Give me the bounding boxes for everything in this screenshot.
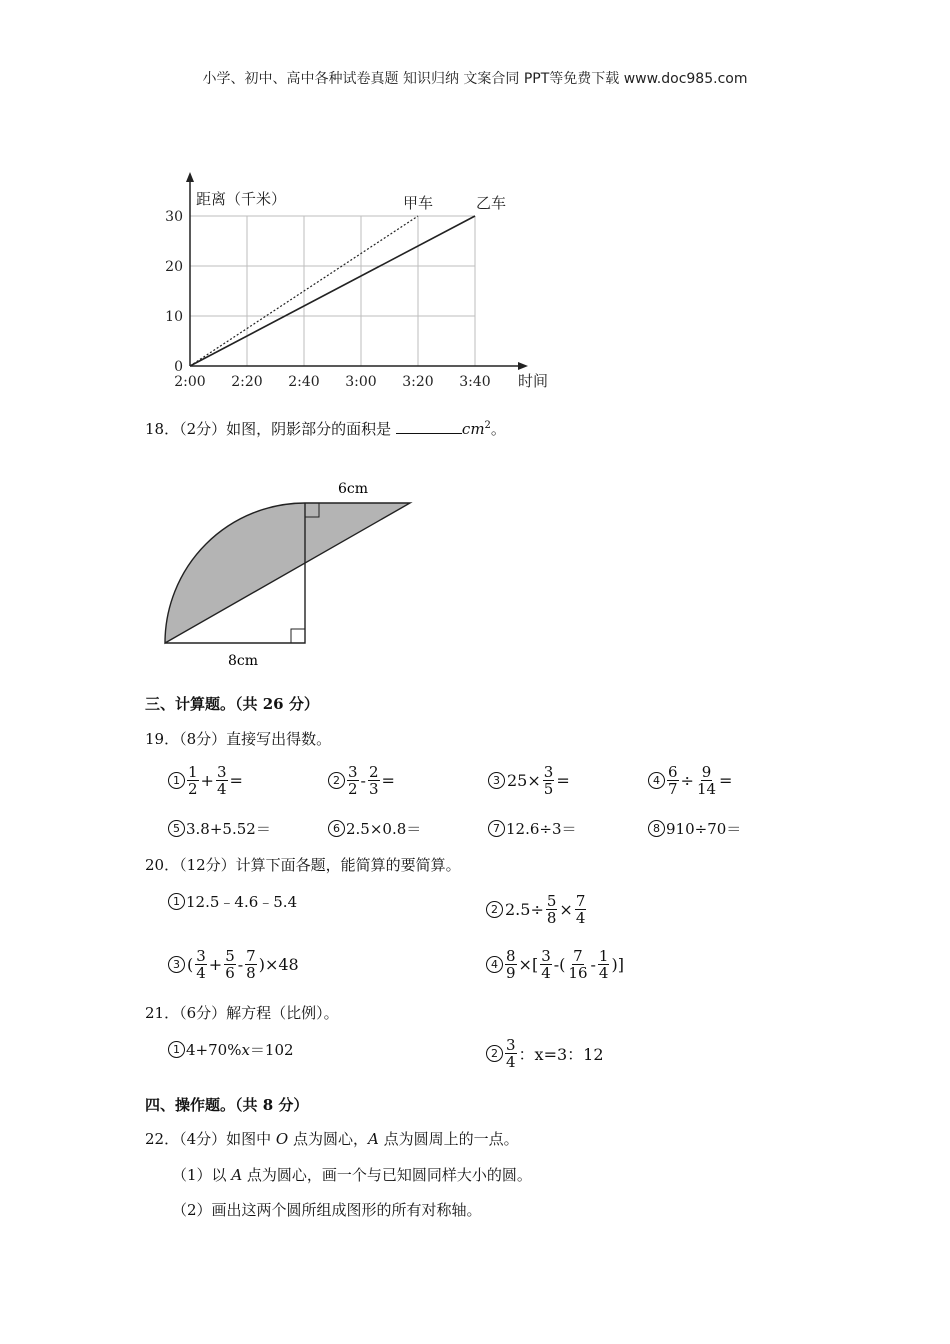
q19-item-8: 8 910÷70＝: [648, 818, 741, 839]
q22-title: 22．（4分）如图中 O 点为圆心，A 点为圆周上的一点。: [145, 1130, 519, 1148]
x-axis-label: 时间: [518, 372, 549, 390]
q22-step-2: （2）画出这两个圆所组成图形的所有对称轴。: [172, 1201, 482, 1219]
q20-item-1: 1 12.5﹣4.6﹣5.4: [168, 891, 297, 912]
chart-labels: [165, 190, 548, 390]
section-3-title: 三、计算题。（共 26 分）: [145, 695, 319, 713]
series-label: 甲车: [402, 194, 434, 212]
answer-blank[interactable]: [396, 419, 462, 434]
series-label: 乙车: [475, 194, 507, 212]
q21-title: 21．（6分）解方程（比例）。: [145, 1004, 339, 1022]
shaded-area-figure: [155, 475, 425, 675]
x-tick-label: 2:20: [231, 374, 263, 390]
x-tick-label: 3:40: [459, 374, 491, 390]
x-tick-label: 2:00: [174, 374, 206, 390]
q20-item-4: 4 $\frac{8}{9}$ ×[ $\frac{3}{4}$ -( $\frac{7}{16}$ - $\frac{1}{4}$ )]: [486, 948, 625, 981]
x-tick-label: 3:20: [402, 374, 434, 390]
y-tick-label: 0: [174, 359, 183, 375]
x-axis-arrow: [518, 362, 528, 370]
y-tick-label: 10: [165, 309, 183, 325]
q22-step-1: （1）以 A 点为圆心，画一个与已知圆同样大小的圆。: [172, 1166, 532, 1184]
right-angle-mark-bottom: [291, 629, 305, 643]
x-tick-label: 3:00: [345, 374, 377, 390]
q19-item-3: 3 25× $\frac{3}{5}$ =: [488, 764, 571, 797]
q18-text: 18．（2分）如图，阴影部分的面积是 $cm^2$。: [145, 420, 506, 438]
q20-title: 20．（12分）计算下面各题，能简算的要简算。: [145, 856, 461, 874]
q19-item-2: 2 $\frac{3}{2}$ - $\frac{2}{3}$ =: [328, 764, 396, 797]
series-line: [190, 216, 475, 366]
q19-title: 19．（8分）直接写出得数。: [145, 730, 332, 748]
page-header: 小学、初中、高中各种试卷真题 知识归纳 文案合同 PPT等免费下载 www.doc985.com: [202, 71, 748, 87]
y-axis-arrow: [186, 172, 194, 182]
y-tick-label: 20: [165, 259, 183, 275]
x-tick-label: 2:40: [288, 374, 320, 390]
section-4-title: 四、操作题。（共 8 分）: [145, 1096, 309, 1114]
q19-item-7: 7 12.6÷3＝: [488, 818, 577, 839]
q21-item-1: 1 4+70% x ＝102: [168, 1039, 294, 1060]
q20-item-2: 2 2.5÷ $\frac{5}{8}$ × $\frac{7}{4}$: [486, 893, 587, 926]
q20-item-3: 3 ( $\frac{3}{4}$ + $\frac{5}{6}$ - $\frac{7}{8}$ )×48: [168, 948, 300, 981]
q19-item-6: 6 2.5×0.8＝: [328, 818, 421, 839]
q21-item-2: 2 $\frac{3}{4}$ ：x=3：12: [486, 1037, 605, 1070]
y-tick-label: 30: [165, 209, 183, 225]
distance-time-chart: [150, 170, 550, 395]
shaded-region: [165, 503, 410, 643]
y-axis-label: 距离（千米）: [196, 190, 287, 208]
q19-item-1: 1 $\frac{1}{2}$ + $\frac{3}{4}$ =: [168, 764, 244, 797]
q19-item-4: 4 $\frac{6}{7}$ ÷ $\frac{9}{14}$ =: [648, 764, 733, 797]
q19-item-5: 5 3.8+5.52＝: [168, 818, 271, 839]
chart-series: [190, 216, 475, 366]
label-6cm: 6cm: [337, 481, 369, 497]
label-8cm: 8cm: [227, 653, 259, 669]
